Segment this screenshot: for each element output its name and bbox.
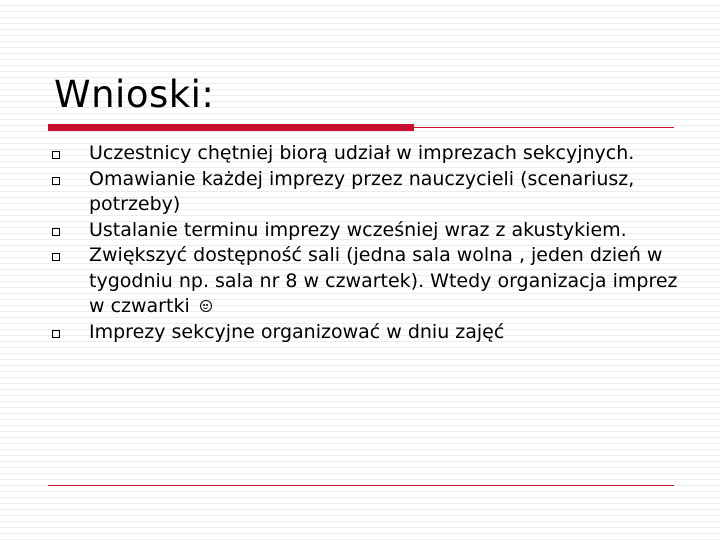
square-bullet-icon bbox=[52, 177, 60, 185]
title-underline-line bbox=[48, 127, 674, 128]
square-bullet-icon bbox=[52, 330, 60, 338]
bullet-item bbox=[52, 141, 682, 167]
bullet-text: Imprezy sekcyjne organizować w dniu zajęć bbox=[89, 320, 505, 343]
slide-title: Wnioski: bbox=[54, 73, 215, 116]
bullet-item bbox=[52, 218, 682, 244]
square-bullet-icon bbox=[52, 228, 60, 236]
title-underline bbox=[48, 122, 674, 132]
footer-rule bbox=[48, 485, 674, 486]
square-bullet-icon bbox=[52, 253, 60, 261]
bullet-text: Ustalanie terminu imprezy wcześniej wraz z akustykiem. bbox=[89, 218, 627, 241]
smiley-face-icon bbox=[200, 300, 212, 312]
bullet-item bbox=[52, 167, 682, 218]
square-bullet-icon bbox=[52, 151, 60, 159]
bullet-item bbox=[52, 320, 682, 346]
bullet-list bbox=[52, 141, 682, 345]
bullet-text: Zwiększyć dostępność sali (jedna sala wolna , jeden dzień w tygodniu np. sala nr 8 w czwartek). Wtedy organizacja imprez w czwartki bbox=[89, 244, 678, 317]
bullet-text: Omawianie każdej imprezy przez nauczycieli (scenariusz, potrzeby) bbox=[89, 167, 635, 215]
bullet-text: Uczestnicy chętniej biorą udział w imprezach sekcyjnych. bbox=[89, 142, 635, 164]
bullet-item bbox=[52, 243, 682, 320]
